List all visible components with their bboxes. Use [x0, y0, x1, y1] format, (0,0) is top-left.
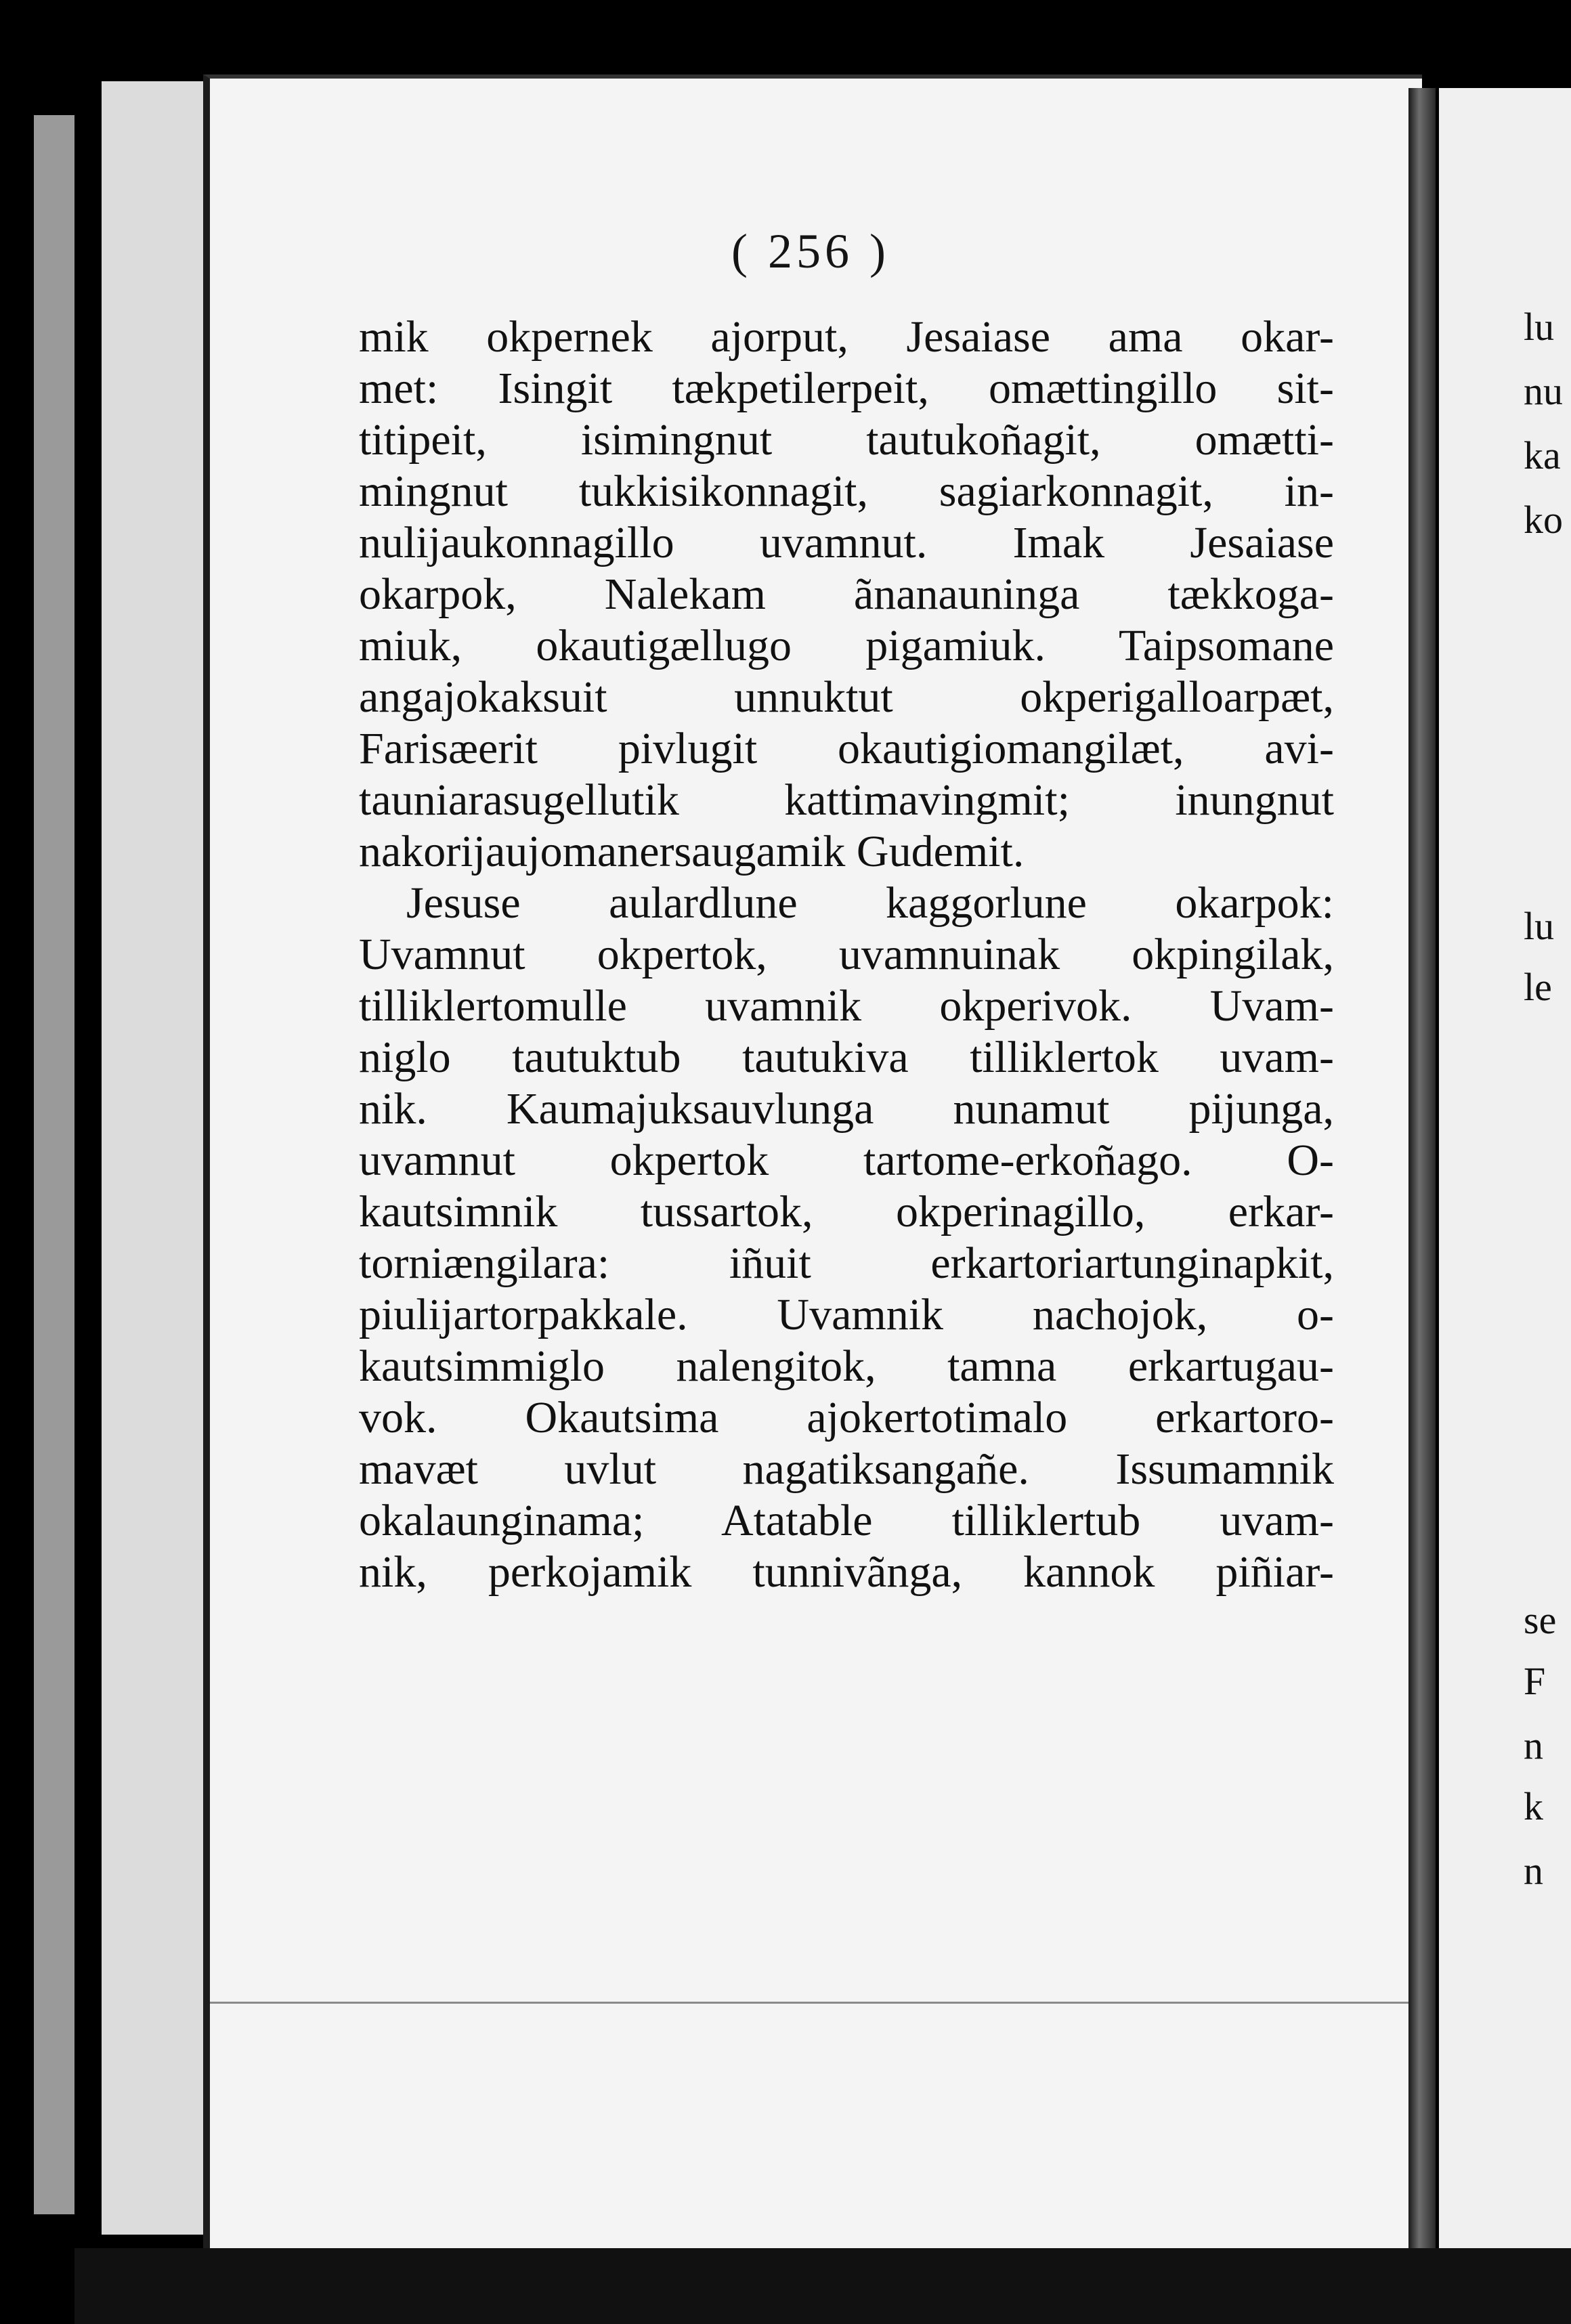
- page-text: [359, 311, 1334, 1598]
- next-page-fragment: se: [1524, 1598, 1557, 1642]
- text-line: piulijartorpakkale. Uvamnik nachojok, o-: [359, 1290, 1334, 1339]
- text-line: tauniarasugellutik kattimavingmit; inungnut: [359, 775, 1334, 825]
- text-line: nik. Kaumajuksauvlunga nunamut pijunga,: [359, 1084, 1334, 1134]
- text-line: torniængilara: iñuit erkartoriartunginapkit,: [359, 1239, 1334, 1288]
- text-line: nik, perkojamik tunnivãnga, kannok piñiar-: [359, 1547, 1334, 1597]
- page-number: ( 256 ): [731, 224, 890, 278]
- scan-bottom-border: [74, 2248, 1571, 2324]
- text-line: miuk, okautigællugo pigamiuk. Taipsomane: [359, 621, 1334, 670]
- next-page-fragment: le: [1524, 965, 1552, 1009]
- next-page-fragment: F: [1524, 1659, 1546, 1703]
- next-page-fragment: n: [1524, 1849, 1543, 1893]
- text-line: angajokaksuit unnuktut okperigalloarpæt,: [359, 672, 1334, 722]
- text-line: vok. Okautsima ajokertotimalo erkartoro-: [359, 1393, 1334, 1442]
- text-line: mingnut tukkisikonnagit, sagiarkonnagit, in-: [359, 467, 1334, 516]
- previous-page-edge: [102, 81, 209, 2235]
- text-line: Uvamnut okpertok, uvamnuinak okpingilak,: [359, 930, 1334, 979]
- text-line: niglo tautuktub tautukiva tilliklertok uvam-: [359, 1033, 1334, 1082]
- text-line: okarpok, Nalekam ãnanauninga tækkoga-: [359, 569, 1334, 619]
- text-line: Jesuse aulardlune kaggorlune okarpok:: [406, 878, 1334, 928]
- text-line: titipeit, isimingnut tautukoñagit, omætti-: [359, 415, 1334, 465]
- text-line: tilliklertomulle uvamnik okperivok. Uvam-: [359, 981, 1334, 1031]
- text-line: nakorijaujomanersaugamik Gudemit.: [359, 827, 1025, 876]
- text-line: mavæt uvlut nagatiksangañe. Issumamnik: [359, 1444, 1334, 1494]
- text-line: nulijaukonnagillo uvamnut. Imak Jesaiase: [359, 518, 1334, 567]
- book-gutter: [1408, 88, 1436, 2255]
- next-page-fragment: lu: [1524, 904, 1555, 948]
- text-line: okalaunginama; Atatable tilliklertub uvam-: [359, 1496, 1334, 1545]
- next-page-fragment: lu: [1524, 305, 1555, 349]
- text-line: met: Isingit tækpetilerpeit, omættingillo sit-: [359, 364, 1334, 413]
- next-page-fragment: k: [1524, 1784, 1543, 1828]
- text-line: kautsimnik tussartok, okperinagillo, erkar-: [359, 1187, 1334, 1236]
- next-page-fragment: ka: [1524, 433, 1561, 477]
- text-line: uvamnut okpertok tartome-erkoñago. O-: [359, 1136, 1334, 1185]
- next-page-fragment: n: [1524, 1723, 1543, 1767]
- text-line: kautsimmiglo nalengitok, tamna erkartugau-: [359, 1341, 1334, 1391]
- text-line: mik okpernek ajorput, Jesaiase ama okar-: [359, 312, 1334, 362]
- next-page-fragment: nu: [1524, 369, 1563, 413]
- text-line: Farisæerit pivlugit okautigiomangilæt, avi-: [359, 724, 1334, 773]
- next-page-fragment: ko: [1524, 498, 1563, 542]
- binding-edge: [34, 115, 74, 2214]
